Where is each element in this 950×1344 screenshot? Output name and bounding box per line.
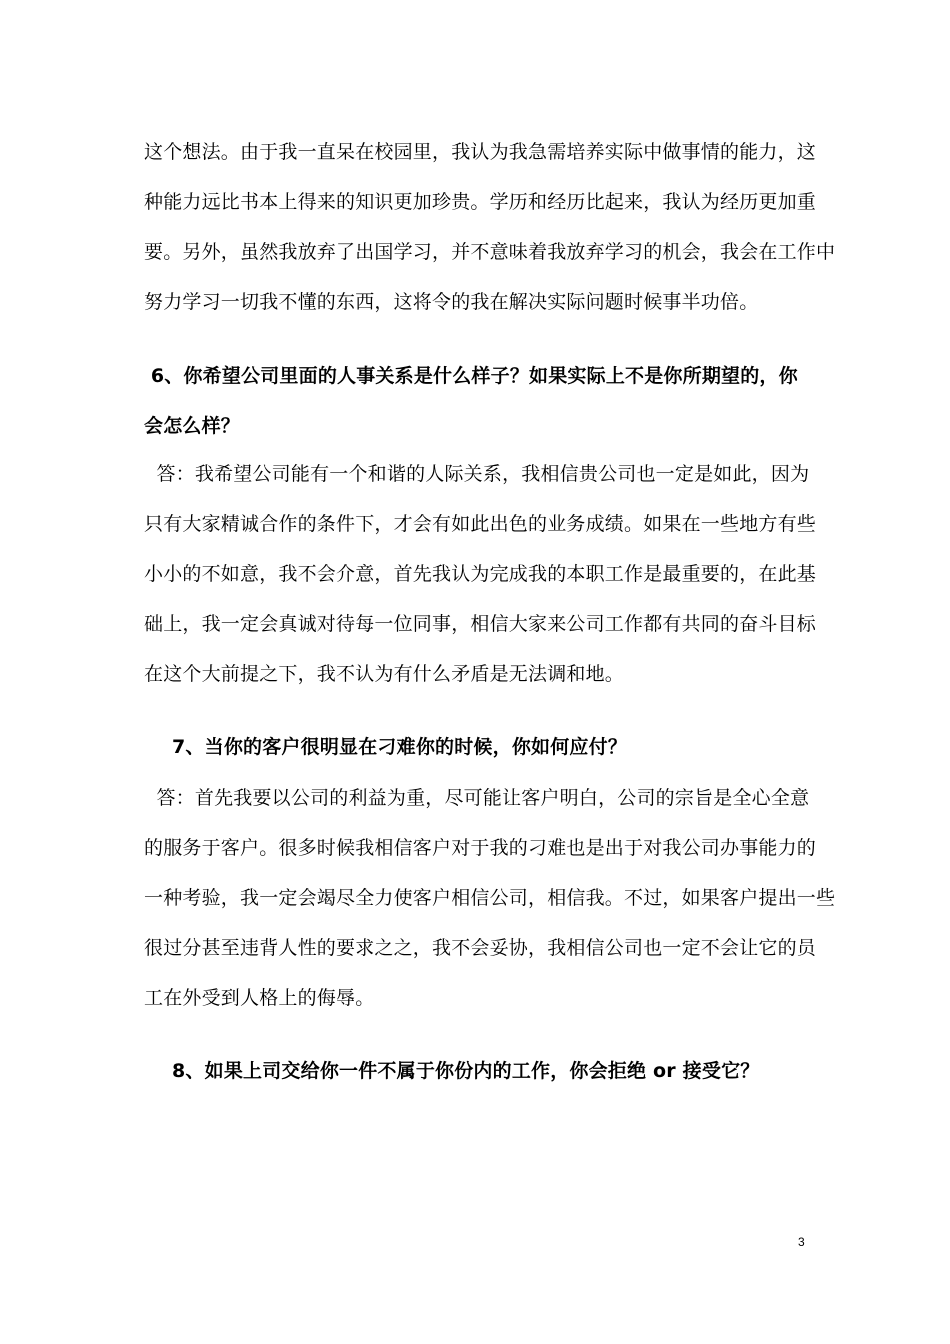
paragraph-line: 很过分甚至违背人性的要求之之，我不会妥协，我相信公司也一定不会让它的员 (144, 937, 817, 959)
paragraph-line: 工在外受到人格上的侮辱。 (144, 987, 375, 1009)
answer-7-paragraph (144, 773, 836, 1023)
question-8-heading (172, 1046, 838, 1096)
paragraph-line: 在这个大前提之下，我不认为有什么矛盾是无法调和地。 (144, 663, 625, 685)
paragraph-line: 小小的不如意，我不会介意，首先我认为完成我的本职工作是最重要的，在此基 (144, 563, 817, 585)
paragraph-line: 只有大家精诚合作的条件下，才会有如此出色的业务成绩。如果在一些地方有些 (144, 513, 817, 535)
heading-line: 会怎么样？ (144, 415, 241, 437)
paragraph-line: 一种考验，我一定会竭尽全力使客户相信公司，相信我。不过，如果客户提出一些 (144, 887, 836, 909)
paragraph-line: 种能力远比书本上得来的知识更加珍贵。学历和经历比起来，我认为经历更加重 (144, 191, 817, 213)
intro-paragraph (144, 127, 836, 327)
heading-line: 8、如果上司交给你一件不属于你份内的工作，你会拒绝 or 接受它？ (172, 1060, 760, 1082)
paragraph-line: 答：我希望公司能有一个和谐的人际关系，我相信贵公司也一定是如此，因为 (144, 463, 810, 485)
paragraph-line: 要。另外，虽然我放弃了出国学习，并不意味着我放弃学习的机会，我会在工作中 (144, 241, 836, 263)
paragraph-line: 础上，我一定会真诚对待每一位同事，相信大家来公司工作都有共同的奋斗目标 (144, 613, 817, 635)
question-7-heading (172, 722, 838, 772)
paragraph-line: 的服务于客户。很多时候我相信客户对于我的刁难也是出于对我公司办事能力的 (144, 837, 817, 859)
paragraph-line: 这个想法。由于我一直呆在校园里，我认为我急需培养实际中做事情的能力，这 (144, 141, 817, 163)
answer-6-paragraph (144, 449, 817, 699)
heading-line: 7、当你的客户很明显在刁难你的时候，你如何应付？ (172, 736, 628, 758)
paragraph-line: 努力学习一切我不懂的东西，这将令的我在解决实际问题时候事半功倍。 (144, 291, 759, 313)
paragraph-line: 答：首先我要以公司的利益为重，尽可能让客户明白，公司的宗旨是全心全意 (144, 787, 810, 809)
heading-line: 6、你希望公司里面的人事关系是什么样子？如果实际上不是你所期望的，你 (144, 365, 798, 387)
page-number: 3 (798, 1235, 805, 1249)
question-6-heading (144, 351, 810, 451)
